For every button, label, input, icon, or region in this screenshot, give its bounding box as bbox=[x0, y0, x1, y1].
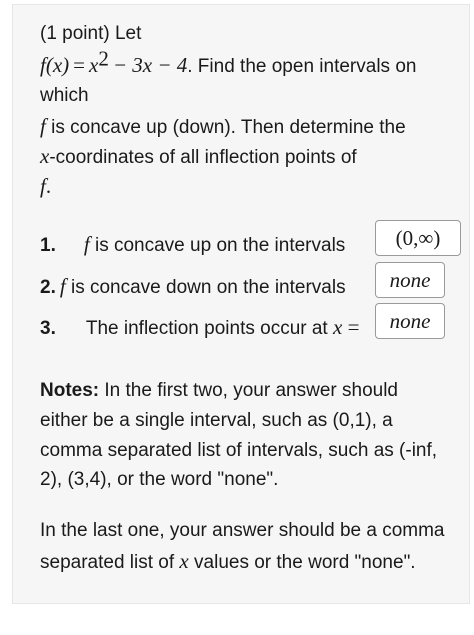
function-equals: = bbox=[73, 53, 85, 77]
answer-inflection-input[interactable] bbox=[375, 303, 445, 339]
notes-line-3 bbox=[40, 438, 437, 464]
x-symbol: x bbox=[40, 144, 50, 168]
points-label: (1 point) Let bbox=[40, 23, 142, 44]
function-rest: − 3x − 4 bbox=[112, 53, 188, 77]
final-period: . bbox=[45, 174, 52, 198]
f-final-symbol: f bbox=[40, 174, 46, 198]
answer-concave-down-input[interactable] bbox=[375, 262, 445, 298]
notes-line-4 bbox=[40, 467, 278, 493]
answer-value: none bbox=[389, 267, 431, 292]
f-symbol: f bbox=[59, 274, 66, 298]
notes-text: comma separated list of intervals, such as (-inf, bbox=[40, 440, 438, 461]
question-number: 1. bbox=[40, 235, 56, 256]
notes-line-2 bbox=[40, 408, 393, 434]
function-term1: x bbox=[89, 53, 99, 77]
f-symbol: f bbox=[40, 114, 46, 138]
problem-card bbox=[12, 4, 470, 604]
question-text: The inflection points occur at bbox=[85, 318, 333, 339]
problem-final-f bbox=[40, 173, 51, 202]
notes-label: Notes: bbox=[40, 380, 100, 401]
notes-text: 2), (3,4), or the word "none". bbox=[40, 469, 279, 490]
problem-which bbox=[40, 83, 89, 109]
answer-value: (0,∞) bbox=[395, 225, 441, 250]
answer-value: none bbox=[389, 308, 431, 333]
problem-coords-line bbox=[40, 143, 357, 172]
function-definition bbox=[40, 46, 417, 81]
concave-text: is concave up (down). Then determine the bbox=[45, 117, 406, 138]
question-text: is concave down on the intervals bbox=[65, 277, 346, 298]
function-lhs: f(x) bbox=[40, 53, 70, 77]
which-text: which bbox=[40, 85, 89, 106]
function-exponent: 2 bbox=[98, 46, 109, 71]
notes-line-1 bbox=[40, 378, 398, 404]
notes-text: either be a single interval, such as (0,1), a bbox=[40, 410, 393, 431]
answer-concave-up-input[interactable] bbox=[375, 220, 461, 256]
x-symbol: x bbox=[179, 549, 189, 573]
question-number: 3. bbox=[40, 318, 56, 339]
problem-intro bbox=[40, 21, 141, 47]
coords-text: -coordinates of all inflection points of bbox=[49, 147, 357, 168]
notes-line-5 bbox=[40, 518, 445, 544]
question-text: is concave up on the intervals bbox=[89, 235, 346, 256]
notes-text: values or the word "none". bbox=[188, 552, 416, 573]
question-number: 2. bbox=[40, 277, 56, 298]
question-3 bbox=[40, 314, 359, 343]
x-symbol: x bbox=[333, 315, 343, 339]
equals-sign: = bbox=[342, 315, 360, 339]
notes-text: In the first two, your answer should bbox=[99, 380, 398, 401]
problem-concave-line bbox=[40, 113, 406, 142]
question-2 bbox=[40, 273, 346, 302]
notes-text: separated list of bbox=[40, 552, 180, 573]
f-symbol: f bbox=[83, 232, 90, 256]
notes-text: In the last one, your answer should be a comma bbox=[40, 520, 445, 541]
notes-line-6 bbox=[40, 548, 416, 577]
question-1 bbox=[40, 231, 345, 260]
function-after-text: . Find the open intervals on bbox=[187, 56, 417, 77]
